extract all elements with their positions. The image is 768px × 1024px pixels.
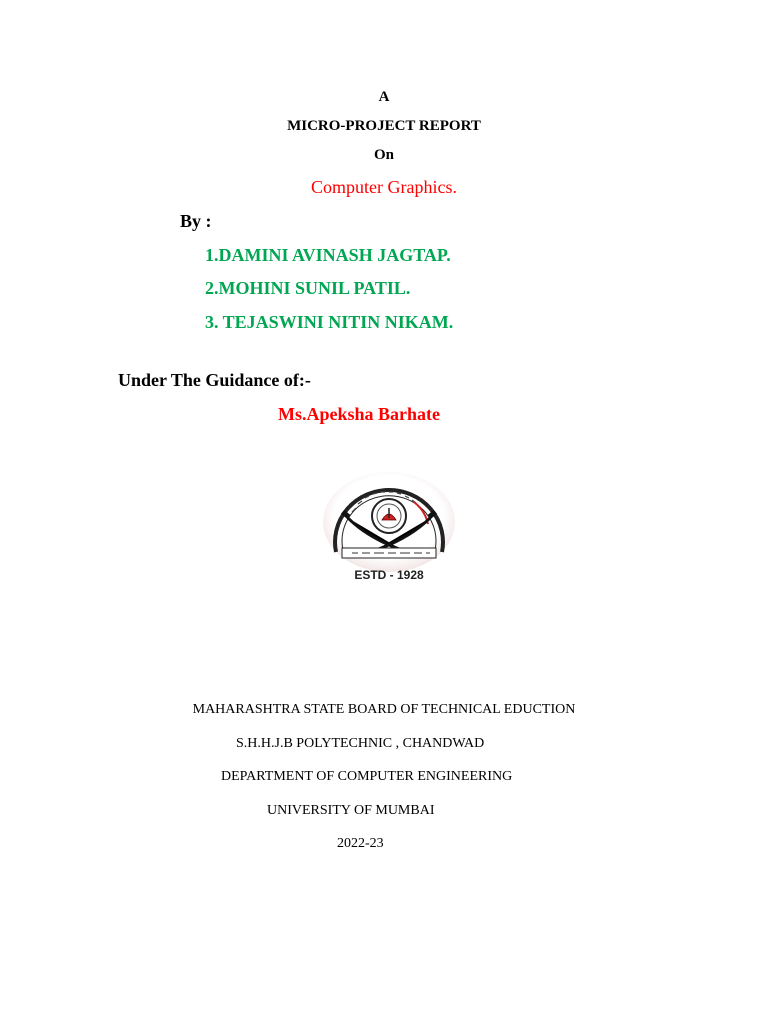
college-name: S.H.H.J.B POLYTECHNIC , CHANDWAD — [236, 736, 485, 751]
guide-name: Ms.Apeksha Barhate — [278, 404, 441, 424]
title-letter-a: A — [378, 89, 390, 105]
academic-year: 2022-23 — [337, 836, 384, 851]
institution-seal-icon — [318, 472, 460, 588]
author-name-3: 3. TEJASWINI NITIN NIKAM. — [205, 312, 454, 332]
on-label: On — [373, 147, 394, 163]
by-label: By : — [180, 211, 212, 231]
seal-estd-text: ESTD - 1928 — [354, 568, 424, 582]
report-type-title: MICRO-PROJECT REPORT — [287, 118, 481, 134]
department-name: DEPARTMENT OF COMPUTER ENGINEERING — [221, 769, 513, 784]
author-name-2: 2.MOHINI SUNIL PATIL. — [205, 278, 411, 298]
university-name: UNIVERSITY OF MUMBAI — [267, 803, 435, 818]
board-name: MAHARASHTRA STATE BOARD OF TECHNICAL EDUCTION — [192, 702, 576, 717]
subject-title: Computer Graphics. — [311, 177, 457, 197]
author-name-1: 1.DAMINI AVINASH JAGTAP. — [205, 245, 451, 265]
guidance-label: Under The Guidance of:- — [118, 370, 311, 390]
